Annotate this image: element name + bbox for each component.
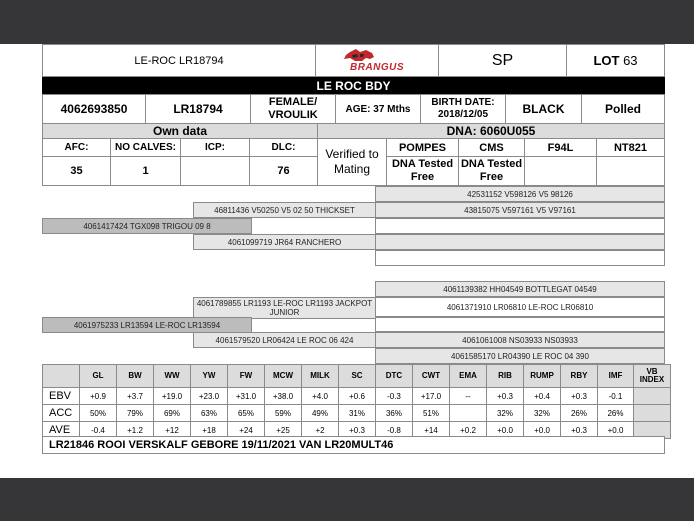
table-cell: +0.2 [450, 422, 487, 439]
animal-ref: LE-ROC LR18794 [42, 44, 316, 77]
ebv-col-header: RBY [561, 365, 598, 388]
pedigree-dam-dam-sire: 4061061008 NS03933 NS03933 [375, 332, 665, 348]
f94l-result [524, 156, 597, 186]
dna-title: DNA: 6060U055 [317, 123, 665, 139]
birth-date: 2018/12/05 [437, 109, 489, 120]
table-cell: 26% [561, 405, 598, 422]
verified-to-mating: Verified to Mating [317, 138, 387, 186]
ebv-col-header: RIB [487, 365, 524, 388]
dlc-label: DLC: [249, 138, 318, 157]
table-cell: +12 [154, 422, 191, 439]
table-cell: +2 [302, 422, 339, 439]
lot-label: LOT [593, 53, 620, 68]
table-cell: +23.0 [191, 388, 228, 405]
ebv-col-header: EMA [450, 365, 487, 388]
ebv-col-header: WW [154, 365, 191, 388]
ebv-col-header: MILK [302, 365, 339, 388]
color: BLACK [505, 94, 582, 124]
table-cell [634, 388, 671, 405]
ebv-col-header: DTC [376, 365, 413, 388]
table-cell: 49% [302, 405, 339, 422]
calves-label: NO CALVES: [110, 138, 181, 157]
dlc-value: 76 [249, 156, 318, 186]
pedigree-dam-sire: 4061789855 LR1193 LE-ROC LR1193 JACKPOT JUNIOR [193, 297, 376, 319]
pedigree-empty-4 [375, 317, 665, 332]
pedigree-sire-dam-sire: 43815075 V597161 V5 V97161 [375, 202, 665, 218]
pompes-result: DNA Tested Free [386, 156, 459, 186]
row-label: EBV [43, 388, 80, 405]
sex: FEMALE/ VROULIK [250, 94, 336, 124]
afc-label: AFC: [42, 138, 111, 157]
registration-number: LR18794 [145, 94, 251, 124]
pedigree-sire: 4061417424 TGX098 TRIGOU 09 8 [42, 218, 252, 234]
table-cell: +0.3 [561, 388, 598, 405]
pompes-label: POMPES [386, 138, 459, 157]
ebv-body [43, 388, 671, 439]
ebv-col-header: RUMP [524, 365, 561, 388]
table-cell: +0.3 [487, 388, 524, 405]
nt821-label: NT821 [596, 138, 665, 157]
logo-text: BRANGUS [350, 62, 405, 73]
lot-box [566, 44, 665, 77]
cms-label: CMS [458, 138, 525, 157]
footer-note: LR21846 ROOI VERSKALF GEBORE 19/11/2021 VAN LR20MULT46 [42, 436, 665, 454]
table-cell: 59% [265, 405, 302, 422]
table-cell: +0.3 [561, 422, 598, 439]
table-cell: 69% [154, 405, 191, 422]
calves-value: 1 [110, 156, 181, 186]
row-label: ACC [43, 405, 80, 422]
table-cell: +38.0 [265, 388, 302, 405]
horn-status: Polled [581, 94, 665, 124]
table-cell: 36% [376, 405, 413, 422]
pedigree-empty-1 [375, 218, 665, 234]
table-cell: +18 [191, 422, 228, 439]
table-cell: +3.7 [117, 388, 154, 405]
pedigree-dam-sire-sire: 4061139382 HH04549 BOTTLEGAT 04549 [375, 281, 665, 297]
table-cell: +19.0 [154, 388, 191, 405]
table-cell: 32% [487, 405, 524, 422]
brangus-logo [315, 44, 439, 77]
animal-id: 4062693850 [42, 94, 146, 124]
table-cell: +14 [413, 422, 450, 439]
ebv-col-header: YW [191, 365, 228, 388]
table-row [43, 405, 671, 422]
table-cell: +0.9 [80, 388, 117, 405]
pedigree-sire-sire-dam: 42531152 V598126 V5 98126 [375, 186, 665, 202]
table-cell: 32% [524, 405, 561, 422]
table-cell: -- [450, 388, 487, 405]
birth-date-label: BIRTH DATE: [431, 97, 495, 108]
table-cell: -0.8 [376, 422, 413, 439]
f94l-label: F94L [524, 138, 597, 157]
table-cell: +0.4 [524, 388, 561, 405]
pedigree-empty-3 [375, 250, 665, 266]
table-cell: +17.0 [413, 388, 450, 405]
own-data-title: Own data [42, 123, 318, 139]
table-cell: -0.4 [80, 422, 117, 439]
afc-value: 35 [42, 156, 111, 186]
table-cell: +24 [228, 422, 265, 439]
table-cell: -0.3 [376, 388, 413, 405]
ebv-col-header: SC [339, 365, 376, 388]
table-cell: -0.1 [598, 388, 634, 405]
table-cell: +25 [265, 422, 302, 439]
table-cell: +0.0 [524, 422, 561, 439]
ebv-col-header [43, 365, 80, 388]
pedigree-dam-dam: 4061579520 LR06424 LE ROC 06 424 [193, 332, 376, 348]
ebv-col-header: BW [117, 365, 154, 388]
ebv-col-header: CWT [413, 365, 450, 388]
ebv-col-header: VB INDEX [634, 365, 671, 388]
table-cell: +0.6 [339, 388, 376, 405]
ebv-table [42, 364, 671, 439]
top-bar [0, 0, 694, 44]
table-row [43, 388, 671, 405]
table-cell: +0.0 [598, 422, 634, 439]
pedigree-empty-2 [375, 234, 665, 250]
icp-label: ICP: [180, 138, 250, 157]
table-cell [450, 405, 487, 422]
pedigree-sire-sire: 46811436 V50250 V5 02 50 THICKSET [193, 202, 376, 218]
pedigree-sire-dam: 4061099719 JR64 RANCHERO [193, 234, 376, 250]
table-cell: 51% [413, 405, 450, 422]
pedigree-dam-dam-dam: 4061585170 LR04390 LE ROC 04 390 [375, 348, 665, 364]
cms-result: DNA Tested Free [458, 156, 525, 186]
table-cell: 63% [191, 405, 228, 422]
table-cell [634, 405, 671, 422]
table-cell: 26% [598, 405, 634, 422]
bottom-bar [0, 478, 694, 521]
table-cell: 31% [339, 405, 376, 422]
icp-value [180, 156, 250, 186]
lot-number: 63 [623, 53, 638, 68]
pedigree-dam: 4061975233 LR13594 LE-ROC LR13594 [42, 317, 252, 333]
pedigree-dam-sire-dam: 4061371910 LR06810 LE-ROC LR06810 [375, 297, 665, 317]
ebv-col-header: MCW [265, 365, 302, 388]
sp-label: SP [438, 44, 567, 77]
table-cell: +1.2 [117, 422, 154, 439]
nt821-result [596, 156, 665, 186]
table-cell: +0.3 [339, 422, 376, 439]
age: AGE: 37 Mths [335, 94, 421, 124]
ebv-col-header: IMF [598, 365, 634, 388]
table-cell: 50% [80, 405, 117, 422]
ebv-col-header: GL [80, 365, 117, 388]
table-cell: 65% [228, 405, 265, 422]
table-cell: 79% [117, 405, 154, 422]
birth-date-box [420, 94, 506, 124]
ebv-header-row [43, 365, 671, 388]
table-cell: +0.0 [487, 422, 524, 439]
table-cell: +4.0 [302, 388, 339, 405]
ebv-col-header: FW [228, 365, 265, 388]
table-cell: +31.0 [228, 388, 265, 405]
animal-name-banner: LE ROC BDY [42, 77, 665, 94]
row-label: AVE [43, 422, 80, 439]
